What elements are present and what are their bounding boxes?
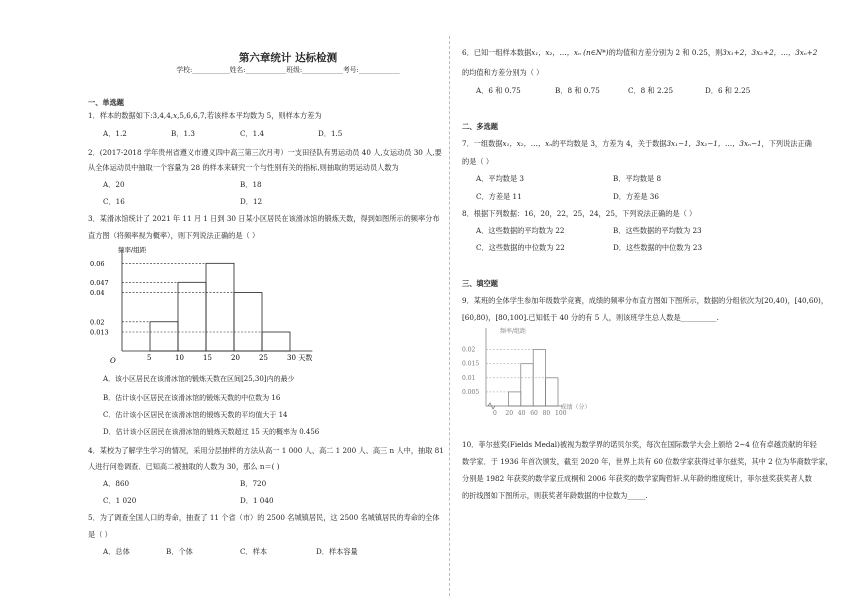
histogram-exercise-days (88, 244, 313, 368)
y-tick-label: 0.02 (90, 318, 105, 327)
q5-option-a: A．总体 (103, 547, 130, 556)
q8-stem: 8．根据下列数据：16，20，22，25，24，25，下列说法正确的是（ ） (462, 209, 697, 218)
q7-option-d: D．方差是 36 (613, 192, 659, 201)
q4-option-d: D．1 040 (240, 496, 274, 505)
histogram-bar (508, 392, 520, 406)
y-tick-label: 0.02 (462, 346, 476, 354)
histogram-exam-scores (462, 324, 634, 420)
q5-option-d: D．样本容量 (316, 547, 358, 556)
x-tick-label: 40 (517, 410, 526, 417)
q1-option-b: B．1.3 (171, 129, 195, 138)
x-tick-label: 15 (203, 354, 212, 362)
x-axis-label: 天数 (298, 354, 313, 362)
section-fill-in: 三、填空题 (462, 279, 498, 288)
section-single-choice: 一、单选题 (88, 98, 124, 107)
q5-stem-line1: 5．为了调查全国人口的寿命，抽查了 11 个省（市）的 2500 名城镇居民，这 2500 名城镇居民的寿命的全体 (88, 513, 440, 522)
x-tick-label: 10 (175, 354, 184, 362)
q1-option-d: D．1.5 (318, 129, 343, 138)
q4-stem-line1: 4．某校为了解学生学习的情况，采用分层抽样的方法从高一 1 000 人、高二 1 200 人、高三 n 人中，抽取 81 (88, 446, 444, 455)
q5-option-b: B．个体 (166, 547, 193, 556)
q10-stem-line1: 10．菲尔兹奖(Fields Medal)被视为数学界的诺贝尔奖，每次在国际数学大会上颁给 2~4 位有卓越贡献的年轻 (462, 440, 817, 449)
x-axis-label: 成绩（分） (560, 404, 591, 411)
y-tick-label: 0.013 (90, 328, 109, 337)
q8-option-a: A．这些数据的平均数为 22 (476, 226, 565, 235)
q3-option-c: C．估计该小区居民在该滑冰馆的锻炼天数的平均值大于 14 (103, 411, 288, 419)
section-multiple-choice: 二、多选题 (462, 122, 498, 131)
q4-option-a: A．860 (103, 479, 130, 488)
q4-option-b: B．720 (240, 479, 267, 488)
q6-option-c: C．8 和 2.25 (628, 86, 674, 95)
histogram-bar (546, 378, 558, 406)
q2-stem-line2: 从全体运动员中抽取一个容量为 28 的样本来研究一个与性别有关的指标,则抽取的男运动员人数为 (88, 163, 399, 172)
y-tick-label: 0.047 (90, 278, 109, 287)
q5-option-c: C．样本 (240, 547, 268, 556)
q1-stem: 1．样本的数据如下:3,4,4,x,5,6,6,7,若该样本平均数为 5，则样本方差为 (88, 111, 322, 120)
x-tick-label: 20 (231, 354, 240, 362)
y-tick-label: 0.06 (90, 259, 105, 268)
q6-option-b: B．8 和 0.75 (555, 86, 600, 95)
q2-option-a: A．20 (103, 180, 125, 189)
column-divider (449, 36, 450, 596)
q10-stem-line4: 的折线图如下图所示，则获奖者年龄数据的中位数为_____. (462, 491, 648, 500)
x-tick-label: 0 (493, 410, 497, 417)
x-tick-label: 60 (530, 410, 538, 417)
q9-stem-line2: [60,80)，[80,100].已知低于 40 分的有 5 人，则该班学生总人数是__________. (462, 313, 719, 322)
q9-stem-line1: 9．某班的全体学生参加年级数学竞赛，成绩的频率分布直方图如下图所示，数据的分组依次为[20,40)，[40,60)， (462, 296, 829, 305)
page-title: 第六章统计 达标检测 (238, 52, 338, 64)
y-axis-label: 频率/组距 (118, 246, 147, 254)
q7-stem-line2: 的是（ ） (462, 157, 494, 166)
histogram-bar (521, 364, 533, 406)
q7-option-b: B．平均数是 8 (613, 174, 662, 183)
y-tick-label: 0.04 (90, 289, 105, 298)
x-tick-label: 20 (505, 410, 514, 417)
q4-stem-line2: 人进行问卷调查．已知高二被抽取的人数为 30，那么 n＝( ) (88, 462, 280, 471)
histogram-bar (262, 332, 290, 351)
q7-option-a: A．平均数是 3 (476, 174, 524, 183)
q10-stem-line3: 分别是 1982 年获奖的数学家丘成桐和 2006 年获奖的数学家陶哲轩.从年龄的维度统计，菲尔兹奖获奖者人数 (462, 474, 812, 483)
x-tick-label: 30 (287, 354, 296, 362)
q3-option-b: B．估计该小区居民在该滑冰馆的锻炼天数的中位数为 16 (103, 394, 281, 402)
q2-option-c: C．16 (103, 197, 125, 206)
q2-option-b: B．18 (240, 180, 262, 189)
histogram-bar (234, 293, 262, 351)
histogram-bar (206, 263, 234, 351)
q3-stem-line1: 3．某滑冰馆统计了 2021 年 11 月 1 日到 30 日某小区居民在该滑冰馆的锻炼天数，得到如图所示的频率分布 (88, 214, 440, 223)
q3-option-a: A．该小区居民在该滑冰馆的锻炼天数在区间[25,30]内的最少 (103, 375, 295, 383)
q3-stem-line2: 直方图（将频率视为概率），则下列说法正确的是（ ） (88, 231, 260, 240)
y-tick-label: 0.005 (462, 388, 480, 396)
q5-stem-line2: 是（ ） (88, 530, 112, 539)
q2-stem-line1: 2．(2017-2018 学年贵州省遵义市遵义四中高三第三次月考）一支田径队有男运动员 40 人,女运动员 30 人,要 (88, 148, 442, 157)
x-tick-label: 5 (147, 354, 152, 362)
x-tick-label: 80 (542, 410, 551, 417)
q10-stem-line2: 数学家．于 1936 年首次颁发，截至 2020 年，世界上共有 60 位数学家获得过菲尔兹奖，其中 2 位为华裔数学家， (462, 457, 833, 466)
x-tick-label: 25 (259, 354, 268, 362)
q3-option-d: D．估计该小区居民在该滑冰馆的锻炼天数超过 15 天的概率为 0.456 (103, 428, 320, 436)
q6-option-d: D．6 和 2.25 (705, 86, 751, 95)
y-tick-label: 0.01 (462, 374, 476, 382)
y-tick-label: 0.015 (462, 360, 480, 368)
origin-label: O (110, 357, 116, 365)
q8-option-b: B．这些数据的平均数为 23 (613, 226, 702, 235)
q8-option-d: D．这些数据的中位数为 23 (613, 243, 703, 252)
q1-option-c: C．1.4 (240, 129, 265, 138)
q8-option-c: C．这些数据的中位数为 22 (476, 243, 565, 252)
student-info-line: 学校:___________姓名:____________班级:____________考号:____________ (176, 66, 400, 74)
q4-option-c: C．1 020 (103, 496, 137, 505)
y-axis-label: 频率/组距 (500, 328, 527, 335)
q2-option-d: D．12 (240, 197, 263, 206)
q7-option-c: C．方差是 11 (476, 192, 522, 201)
q6-stem-line2: 的均值和方差分别为（ ） (462, 68, 544, 77)
x-tick-label: 100 (555, 410, 567, 417)
q6-option-a: A．6 和 0.75 (476, 86, 521, 95)
q6-stem-line1: 6．已知一组样本数据x₁，x₂，…，xₙ (n∈N*)的均值和方差分别为 2 和 0.25，则3x₁+2，3x₂+2，…，3xₙ+2 (462, 48, 818, 57)
histogram-bar (150, 322, 178, 351)
q1-option-a: A．1.2 (103, 129, 127, 138)
q7-stem-line1: 7．一组数据x₁，x₂，…，xₙ的平均数是 3，方差为 4，关于数据3x₁−1，3x₂−1，…，3xₙ−1，下列说法正确 (462, 139, 812, 148)
